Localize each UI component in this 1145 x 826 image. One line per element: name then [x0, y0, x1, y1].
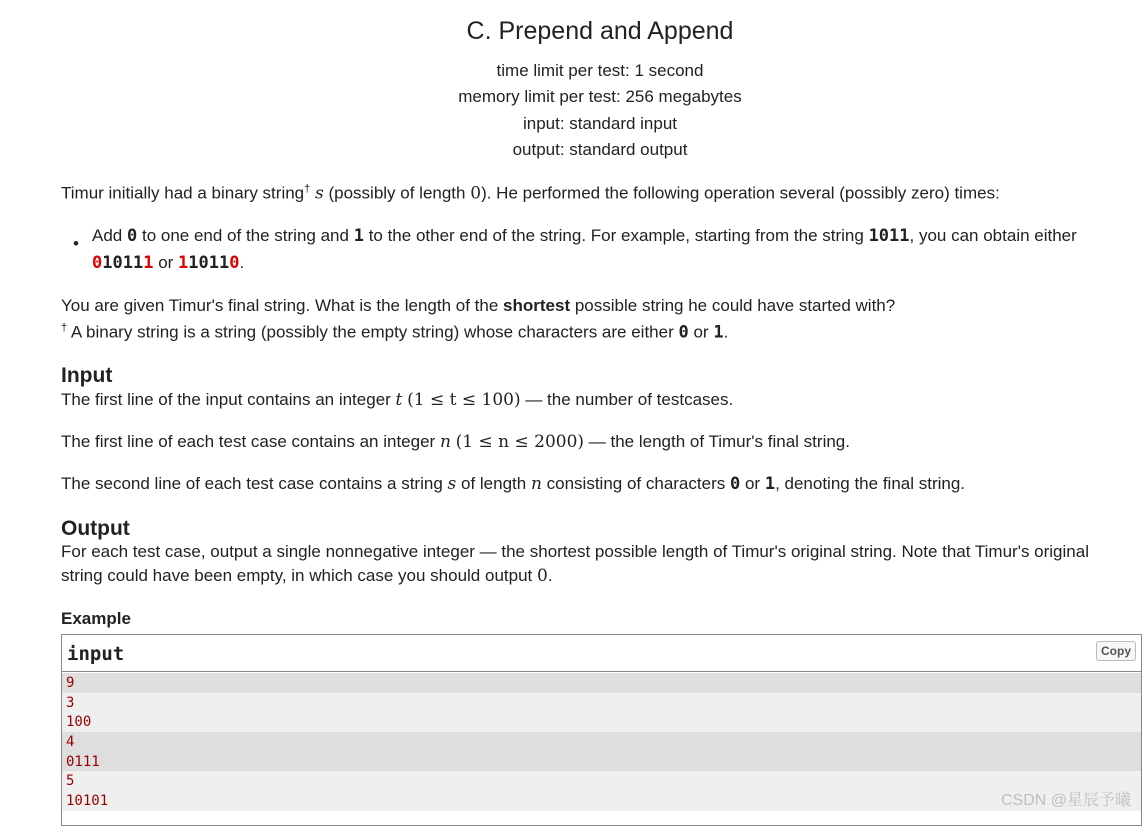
- input-row: 10101: [66, 793, 109, 810]
- input-heading: Input: [61, 364, 113, 387]
- footnote: † A binary string is a string (possibly the empty string) whose characters are either 0 or 1.: [61, 322, 729, 343]
- input-line-1: The first line of the input contains an integer t (1 ≤ t ≤ 100) — the number of testcases.: [61, 390, 734, 410]
- input-line-3: The second line of each test case contains a string s of length n consisting of characters 0 or 1, denoting the final string.: [61, 474, 966, 494]
- statement-paragraph-1: Timur initially had a binary string† s (possibly of length 0). He performed the following operation several (possibly zero) times:: [61, 183, 1000, 204]
- watermark: CSDN @星辰予曦: [1000, 792, 1131, 809]
- input-row: 4: [62, 732, 1141, 752]
- input-row: 100: [66, 714, 92, 731]
- example-heading: Example: [61, 609, 131, 628]
- bullet-dot: •: [73, 234, 79, 253]
- operation-bullet-line-1: Add 0 to one end of the string and 1 to the other end of the string. For example, starting from the string 1011, you can obtain either: [92, 226, 1077, 246]
- output-line-2: string could have been empty, in which case you should output 0.: [61, 566, 553, 586]
- input-row: 3: [66, 694, 75, 711]
- example-input-header: [62, 635, 1141, 672]
- problem-title: C. Prepend and Append: [466, 17, 734, 45]
- input-row: 0111: [62, 752, 1141, 772]
- input-file: input: standard input: [522, 114, 678, 133]
- example-input-rows: [62, 673, 1141, 811]
- output-file: output: standard output: [512, 140, 688, 159]
- statement-paragraph-2: You are given Timur's final string. What is the length of the shortest possible string he could have started with?: [61, 296, 896, 315]
- output-heading: Output: [61, 517, 130, 540]
- operation-bullet-line-2: 010111 or 110110.: [92, 253, 245, 273]
- example-input-title: input: [67, 643, 125, 665]
- copy-button[interactable]: Copy: [1096, 641, 1136, 661]
- output-line-1: For each test case, output a single nonnegative integer — the shortest possible length of Timur's original string. Note that Timur's original: [61, 542, 1089, 561]
- memory-limit: memory limit per test: 256 megabytes: [458, 87, 742, 106]
- input-row: 5: [66, 773, 75, 790]
- input-line-2: The first line of each test case contains an integer n (1 ≤ n ≤ 2000) — the length of Timur's final string.: [61, 432, 850, 452]
- example-input-box: [61, 634, 1142, 826]
- time-limit: time limit per test: 1 second: [496, 61, 704, 80]
- input-row: 9: [62, 673, 1141, 693]
